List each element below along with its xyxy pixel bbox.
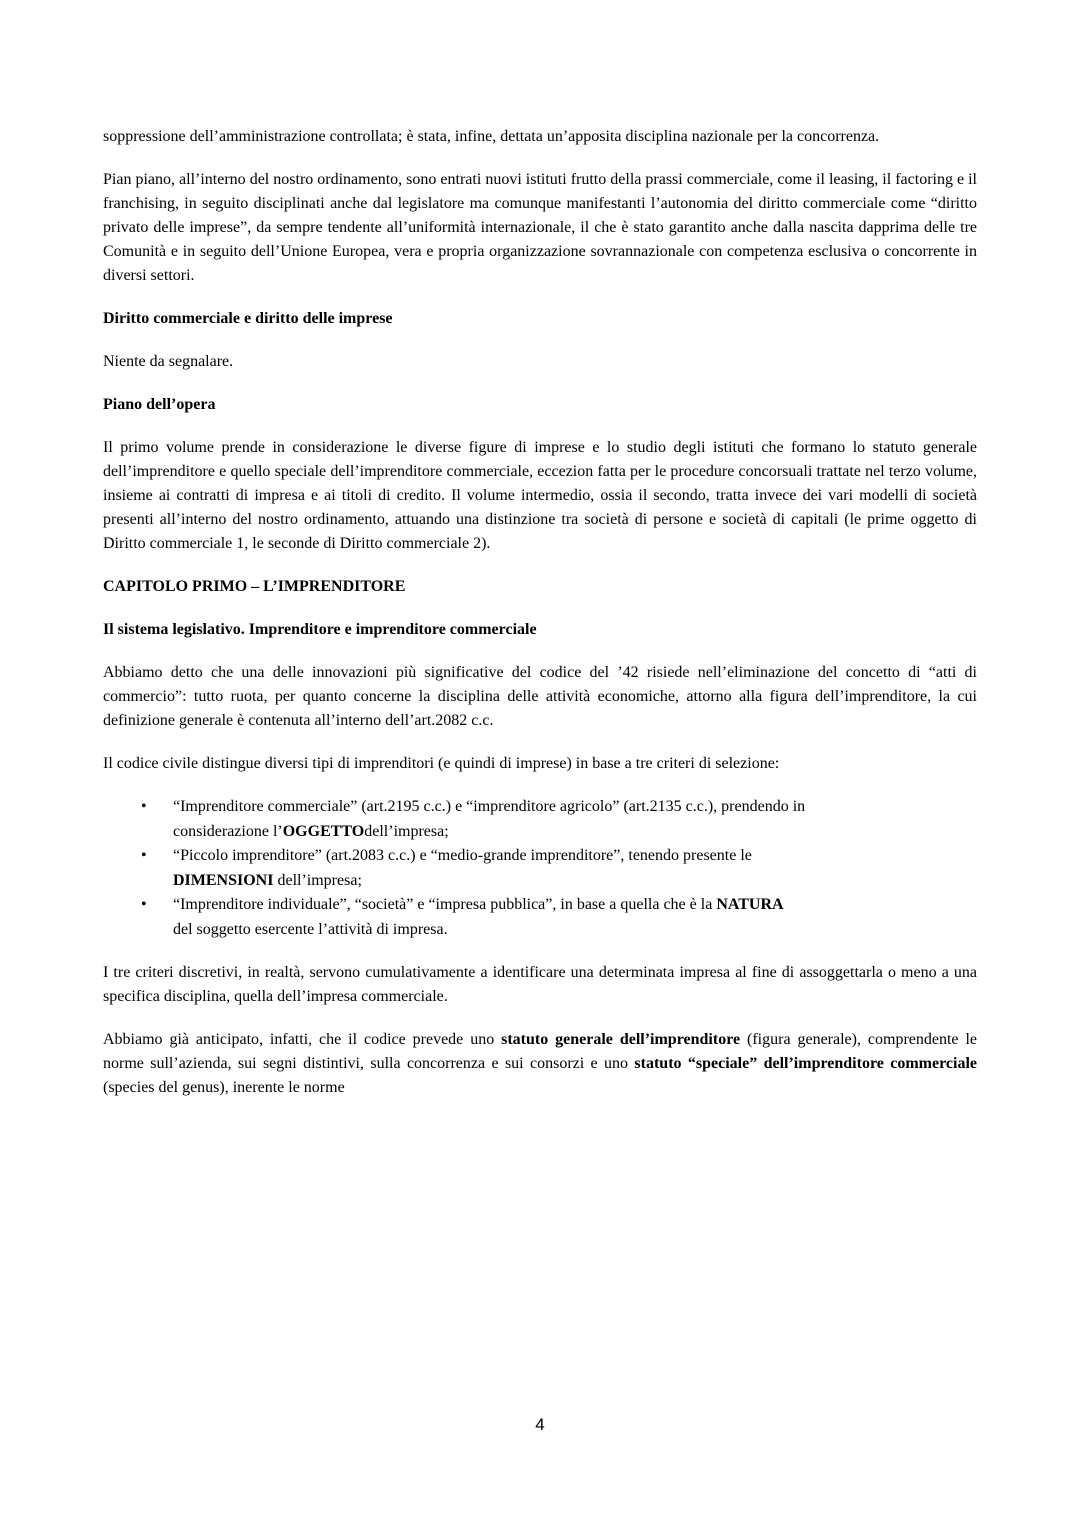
paragraph: Abbiamo detto che una delle innovazioni più significative del codice del ’42 risiede nell’eliminazione del concetto di “atti di commercio”: tutto ruota, per quanto concerne la disciplina delle attività economiche, attorno alla figura dell’imprenditore, la cui definizione generale è contenuta all’interno dell’art.2082 c.c. bbox=[103, 664, 977, 729]
list-item-line bbox=[173, 820, 977, 845]
paragraph: I tre criteri discretivi, in realtà, servono cumulativamente a identificare una determinata impresa al fine di assoggettarla o meno a una specifica disciplina, quella dell’impresa commerciale. bbox=[103, 964, 977, 1005]
chapter-heading: CAPITOLO PRIMO – L’IMPRENDITORE bbox=[103, 578, 406, 595]
bold-term: NATURA bbox=[716, 896, 784, 913]
bold-term: statuto generale dell’imprenditore bbox=[501, 1031, 741, 1048]
paragraph bbox=[103, 1028, 977, 1100]
text: (figura generale), comprendente le norme sull’azienda, sui segni distintivi, sulla concorrenza e sui consorzi e uno bbox=[103, 1031, 977, 1072]
list-item-line bbox=[173, 893, 977, 918]
list-item bbox=[103, 893, 977, 942]
bold-term: statuto “speciale” dell’imprenditore commerciale bbox=[634, 1055, 977, 1072]
page-number: 4 bbox=[535, 1415, 545, 1434]
bold-term: OGGETTO bbox=[282, 822, 365, 840]
text: “Imprenditore individuale”, “società” e “impresa pubblica”, in base a quella che è la bbox=[173, 896, 717, 913]
bullet-icon: • bbox=[141, 847, 147, 864]
paragraph: Niente da segnalare. bbox=[103, 353, 234, 370]
paragraph: Pian piano, all’interno del nostro ordinamento, sono entrati nuovi istituti frutto della prassi commerciale, come il leasing, il factoring e il franchising, in seguito disciplinati anche dal legislatore ma comunque manifestanti l’autonomia del diritto commerciale come “diritto privato delle imprese”, da sempre tendente all’uniformità internazionale, il che è stato garantito anche dalla nascita dapprima delle tre Comunità e in seguito dell’Unione Europea, vera e propria organizzazione sovrannazionale con competenza esclusiva o concorrente in diversi settori. bbox=[103, 171, 977, 284]
text: Abbiamo già anticipato, infatti, che il codice prevede uno bbox=[103, 1031, 502, 1048]
section-heading: Diritto commerciale e diritto delle imprese bbox=[103, 310, 393, 327]
paragraph: soppressione dell’amministrazione controllata; è stata, infine, dettata un’apposita disciplina nazionale per la concorrenza. bbox=[103, 128, 880, 145]
list-item-line: “Imprenditore commerciale” (art.2195 c.c.) e “imprenditore agricolo” (art.2135 c.c.), prendendo in bbox=[173, 798, 806, 815]
bold-term: DIMENSIONI bbox=[173, 871, 274, 889]
list-item-line: “Piccolo imprenditore” (art.2083 c.c.) e “medio-grande imprenditore”, tenendo presente le bbox=[173, 847, 752, 864]
section-heading: Piano dell’opera bbox=[103, 396, 216, 413]
list-item-line bbox=[173, 869, 977, 894]
paragraph: Il codice civile distingue diversi tipi di imprenditori (e quindi di imprese) in base a tre criteri di selezione: bbox=[103, 755, 780, 772]
page-body bbox=[103, 125, 977, 1119]
bullet-icon: • bbox=[141, 798, 147, 815]
text: (species del genus), inerente le norme bbox=[103, 1079, 345, 1096]
text: dell’impresa; bbox=[273, 871, 362, 889]
text: considerazione l’ bbox=[173, 822, 283, 840]
paragraph: Il primo volume prende in considerazione le diverse figure di imprese e lo studio degli istituti che formano lo statuto generale dell’imprenditore e quello speciale dell’imprenditore commerciale, eccezion fatta per le procedure concorsuali trattate nel terzo volume, insieme ai contratti di impresa e ai titoli di credito. Il volume intermedio, ossia il secondo, tratta invece dei vari modelli di società presenti all’interno del nostro ordinamento, attuando una distinzione tra società di persone e società di capitali (le prime oggetto di Diritto commerciale 1, le seconde di Diritto commerciale 2). bbox=[103, 439, 977, 552]
list-item-line: del soggetto esercente l’attività di impresa. bbox=[173, 920, 448, 938]
criteria-list bbox=[103, 795, 977, 942]
section-heading: Il sistema legislativo. Imprenditore e imprenditore commerciale bbox=[103, 621, 537, 638]
list-item bbox=[103, 795, 977, 844]
text: dell’impresa; bbox=[364, 822, 449, 840]
list-item bbox=[103, 844, 977, 893]
bullet-icon: • bbox=[141, 896, 147, 913]
